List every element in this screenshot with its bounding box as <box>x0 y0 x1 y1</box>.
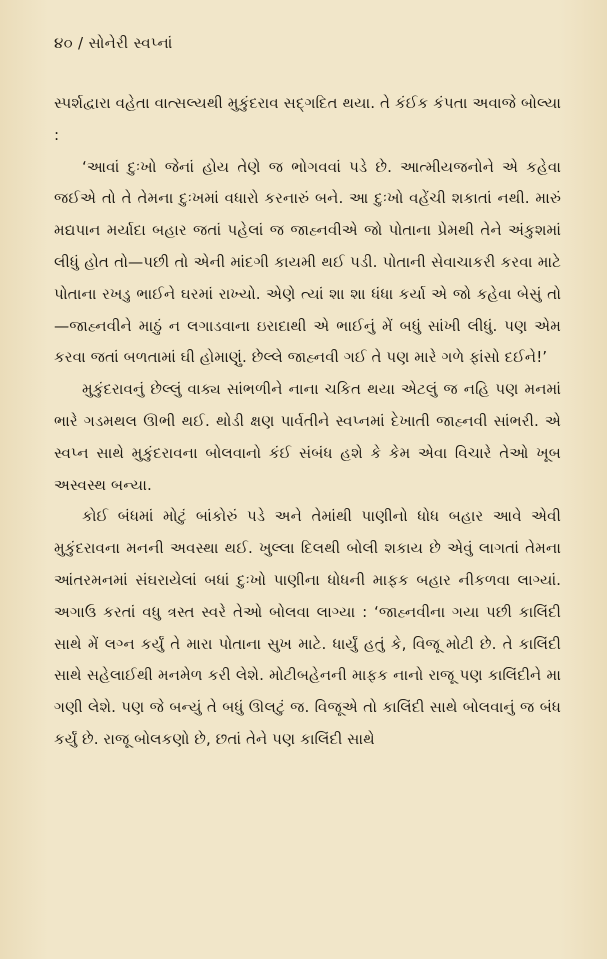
paragraph-2: ‘આવાં દુઃખો જેનાં હોય તેણે જ ભોગવવાં પડે છે. આત્મીયજનોને એ કહેવા જઈએ તો તે તેમના દુઃખમાં વધારો કરનારું બને. આ દુઃખો વહેંચી શકાતાં નથી. મારું મદ્યપાન મર્યાદા બહાર જતાં પહેલાં જ જાહ્નવીએ જો પોતાના પ્રેમથી તેને અંકુશમાં લીધું હોત તો—પછી તો એની માંદગી કાયમી થઈ પડી. પોતાની સેવાચાકરી કરવા માટે પોતાના રખડુ ભાઈને ઘરમાં રાખ્યો. એણે ત્યાં શા શા ધંધા કર્યા એ જો કહેવા બેસું તો—જાહ્નવીને માઠું ન લગાડવાના ઇરાદાથી એ ભાઈનું મેં બધું સાંખી લીધું. પણ એમ કરવા જતાં બળતામાં ઘી હોમાણું. છેલ્લે જાહ્નવી ગઈ તે પણ મારે ગળે ફાંસો દઈને!’ <box>54 157 561 367</box>
paragraph-1: સ્પર્શદ્વારા વહેતા વાત્સલ્યથી મુકુંદરાવ સદ્ગદિત થયા. તે કંઈક કંપતા અવાજે બોલ્યા : <box>54 94 561 144</box>
paragraph-4: કોઈ બંધમાં મોટું બાંકોરું પડે અને તેમાંથી પાણીનો ધોધ બહાર આવે એવી મુકુંદરાવના મનની અવસ્થા થઈ. ખુલ્લા દિલથી બોલી શકાય છે એવું લાગતાં તેમના આંતરમનમાં સંઘરાયેલાં બધાં દુઃખો પાણીના ધોધની માફક બહાર નીકળવા લાગ્યાં. અગાઉ કરતાં વધુ ત્રસ્ત સ્વરે તેઓ બોલવા લાગ્યા : ‘જાહ્નવીના ગયા પછી કાલિંદી સાથે મેં લગ્ન કર્યું તે મારા પોતાના સુખ માટે. ધાર્યું હતું કે, વિજૂ મોટી છે. તે કાલિંદી સાથે સહેલાઈથી મનમેળ કરી લેશે. મોટીબહેનની માફક નાનો રાજૂ પણ કાલિંદીને મા ગણી લેશે. પણ જે બન્યું તે બધું ઊલટું જ. વિજૂએ તો કાલિંદી સાથે બોલવાનું જ બંધ કર્યું છે. રાજૂ બોલકણો છે, છતાં તેને પણ કાલિંદી સાથે <box>54 507 561 748</box>
paragraph-3: મુકુંદરાવનું છેલ્લું વાક્ય સાંભળીને નાના ચકિત થયા એટલું જ નહિ પણ મનમાં ભારે ગડમથલ ઊભી થઈ. થોડી ક્ષણ પાર્વતીને સ્વપ્નમાં દેખાતી જાહ્નવી સાંભરી. એ સ્વપ્ન સાથે મુકુંદરાવના બોલવાનો કંઈ સંબંધ હશે કે કેમ એવા વિચારે તેઓ ખૂબ અસ્વસ્થ બન્યા. <box>54 380 561 494</box>
running-header <box>54 34 561 52</box>
book-title: સોનેરી સ્વપ્નાં <box>88 34 173 52</box>
header-separator: / <box>78 34 84 52</box>
page-number: ૪૦ <box>54 34 73 52</box>
